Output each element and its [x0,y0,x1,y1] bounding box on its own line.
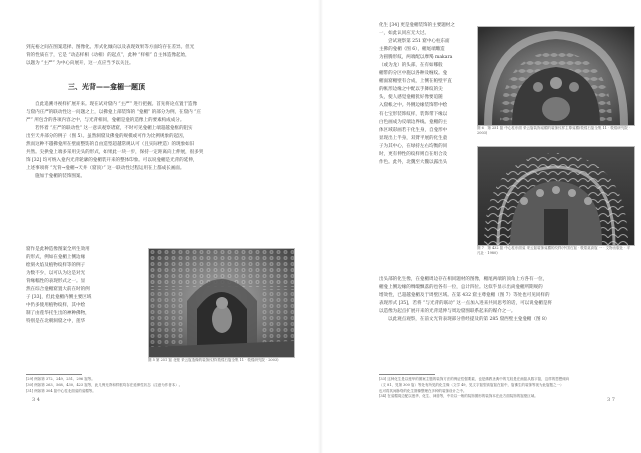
text-line: 饰 [32] 均可纳入龛内光背轮廓的龛楣装开来的整体印象。可以说龛楣是光背的延伸， [26,158,198,164]
text-line: 有七宝形装饰纹样，装饰带下缘以 [379,111,448,117]
text-line: 出至天井部分的例子（图 5）。虽然洞窟及佛龛的规模或可作为比例规象的起因， [26,134,188,140]
text-line: 然在综合龛楣窟置大前在时的例 [26,287,90,293]
footnote: [33] 这种化生是以莲华的图案主题的装饰方法的例证性强要素，也是佛教圣典中的尤较是在画窟从数宇窟，这样的思想倾向 [379,377,570,381]
text-line: （或为龙）的头部，在有如哪般 [379,63,443,69]
text-line: 化生 [34] 更是龛楣装饰的主要题材之 [379,23,455,28]
section-heading: 三、光背——龛楣一题顶 [68,83,145,91]
section-body [26,101,292,181]
text-line: 子为其中心，在绿持左右均衡的同 [379,143,448,149]
text-line: 以此观点观察，在前文光背表现部分曾经提及的第 285 窟西壁主龛龛楣（图 8） [388,317,550,323]
text-line: 入窟帐之中。外侧边缘装饰带中绘 [379,103,448,109]
text-line: 背的性质在于，它是 “动态样相（动相）的起点”，此种 “样相” 自主体造像起始， [26,53,190,59]
figure-7-photo [477,146,635,246]
text-line: 楣龛上侧边缘的绸缎飘落的也各有一位，总计四位。这似乎显示出尚龛楣所期规的 [379,285,543,291]
text-line: 窟作是此种造像图案全所生效用 [26,247,90,252]
footnote: （文 81、见第 300 窟）等处有所见的化生像（文学 49，见文字窟型高窟窟在窟中，窟佛生的装饰等视为此窟题之一） [379,382,564,387]
text-line: 子 [33]，但此龛楣内侧主要区域 [26,295,92,301]
text-line: 然而这种不越佛龛所在壁面整饬的自由造型超越常规认可（且实际桎造）的现象如旧 [26,142,195,148]
text-line: 背缘幅性的表现形式之一。显 [26,279,86,285]
text-line: 出头部的化生像，在龛楣周边存在相同题材的图像，楣尾两端的顶角上方各有一位， [379,277,548,282]
text-line: 尝试观察第 251 窟中心柱东面 [388,39,450,45]
footnote: [29] 例如第 372、249、251、296 窟等。 [26,377,95,381]
text-line: 制了由莲华托生出的神种佛物， [26,311,90,317]
footnote-divider [379,374,435,375]
text-line: 严” 所包含的各项内容之中，与光背相同，龛楣是龛的造像上的要素构成成分。 [26,118,185,124]
text-line: 共然。尖拱龛上端多采用尖头的形式，如果此一块一步，保持一定距离向上伸展，很多突 [26,150,204,156]
left-page [14,0,320,453]
text-line: 施加于龛楣的装饰图案。 [35,174,86,180]
text-line: 以造像为起点扩展开来的光背延伸与周边窟图联系起来的媒介之一。 [379,309,516,315]
figure-5-caption: 图 5 第 251 窟 北壁 采云窟造像的装饰纹样(敦煌石窟全集 11 · 敦煌研究院 · 2003) [148,358,279,362]
text-line: 中仍多使用植物纹样，其中绘 [26,303,86,309]
text-line: 时，更有伸性的纹样则自在组合及 [379,151,448,157]
text-line: 显现出上半身，双臂平展的化生童 [379,135,448,141]
text-line: 楣带的分区中施以各种及缠纹。龛 [379,71,448,77]
text-line: 特别是在北朝洞窟之中，莲华 [26,319,86,325]
figure-5-photo [148,248,295,358]
footnote: [30] 例如第 263、568、430、423 窟等，此几例光背和样框均存在延伸性状态（注意为作者本）。 [26,382,183,387]
text-line: 楣面窟楣壁有合成，上侧在帕壁平直 [379,79,452,85]
text-line: 以题为 “主严” 为中心向展开，这一点应当予以关注。 [26,61,134,67]
page-number: 3 7 [607,397,615,403]
wrapped-text [26,246,142,326]
text-line: 到充裕之间在图案选择、图像化、形式化倾向以及表现效果等方面均存在差异。但光 [26,45,195,50]
footnotes [379,377,635,400]
footnote: 也可将其间脉络的化生图像整理在多种的装饰设计之中。 [379,388,467,393]
footnote: [31] 例如第 304 窟中心柱北面龛的龛楣等。 [26,388,96,393]
text-line: 增效性，已超越龛楣及于周壁区域。在第 432 窟主尊龛楣（图 7）等处也可见同样的 [379,293,550,299]
figure-7-caption: 图 7 第 432 窟 中心柱东面龛 采云窟装饰龛楣的纹样(中国石窟 · 敦煌莫高窟 一 · 文物出版社 · 平凡社 · 1980) [477,246,630,256]
text-line: 体区域彩画若干化生身，自龛形中 [379,127,448,133]
figure-6-photo [477,26,635,126]
text-line: 的形式，例如在龛楣上侧边缘 [26,255,86,261]
text-line: 绘刻火焰及植物纹样等的例子 [26,263,86,269]
page-number: 3 4 [32,397,40,403]
book-gutter [318,0,323,453]
text-line: 为数不少，以可认为这是对光 [26,271,86,277]
footnote: [34] 在龛楣周边配以莲华、化生、神兽等，中央以一般的装饰图形的装饰本在此方面装饰的窟壁区域。 [379,394,538,399]
text-line: 的帐形边缘之中配以手舞纹的尖 [379,87,443,93]
text-line: 表现形式 [35]，若将 “与光背的联动” 这一点加入进来共同思考的话，可以说龛楣是将 [379,301,552,307]
text-line: 为圆腾形纹，两端配以摩羯 makara [379,55,453,61]
figure-6-caption: 图 6 第 251 窟 中心柱东面 采云窟装饰龛楣的装饰纹样主尊龛楣(敦煌石窟全集 11 · 敦煌研究院 · 2003) [477,126,630,136]
right-column-text [379,22,471,167]
right-full-text [379,276,635,324]
text-line: 与窟内庄严的联动性这一问题之上，以佛龛上部装饰的 “龛楣” 的部分为例，在窟内 “庄 [26,110,201,116]
footnotes [26,377,296,394]
text-line: 上述事项将 “光背→龛楣→天井（窟顶）” 这一联动性过程运用在上都成长画面。 [26,166,185,172]
text-line: 作色。此外，北魏至大魏以露出头 [379,159,448,165]
intro-paragraph [26,44,292,68]
footnote-divider [26,374,82,375]
text-line: 白色画成为反端边界线。龛楣的主 [379,119,448,125]
text-line: 头，使人感觉龛楣犹好像要追随 [379,95,443,101]
text-line: 若怀着 “庄严的联动性” 这一意识观察诸窟，不时可见龛楣上端超越龛框的阻实 [35,126,193,132]
text-line: 自此追溯寻视样扩展开来。现在试对窟内 “主严” 进行把握。首先将论点置于造像 [35,102,198,107]
text-line: 主佛的龛楣（图 6），楣尾端雕造 [379,47,445,53]
text-line: 一，如此认同应无大过。 [379,31,430,37]
right-page [335,0,641,453]
